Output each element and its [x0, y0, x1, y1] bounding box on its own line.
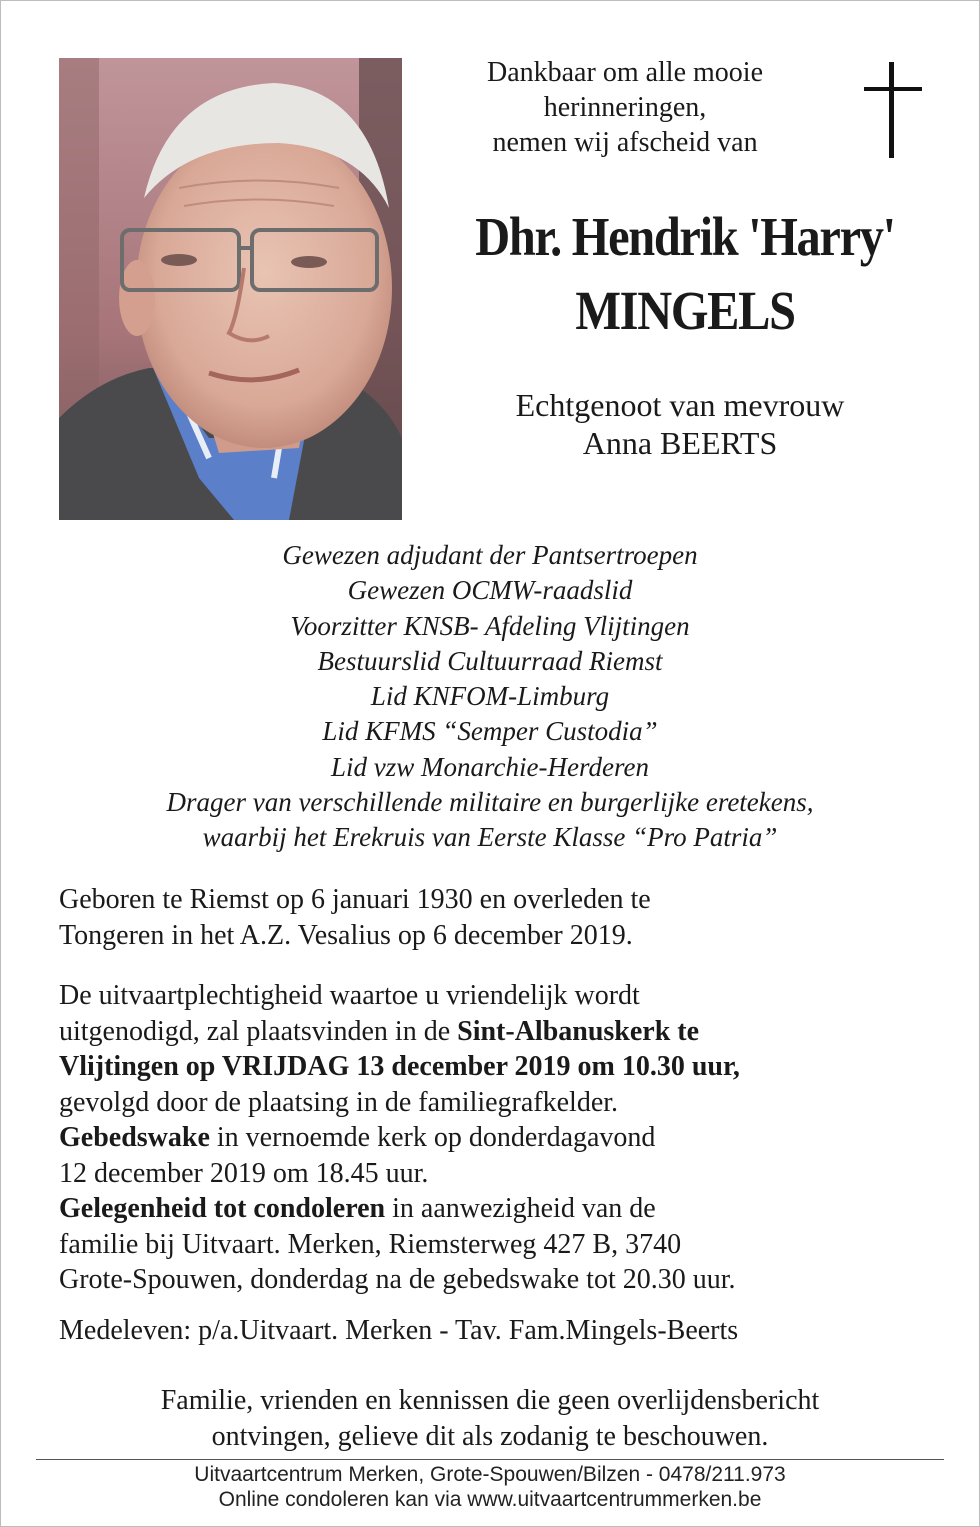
- ceremony-line: Grote-Spouwen, donderdag na de gebedswake tot 20.30 uur.: [59, 1264, 736, 1295]
- ceremony-line: [59, 1049, 939, 1085]
- title-item: Lid KFMS “Semper Custodia”: [322, 716, 658, 747]
- title-item: Drager van verschillende militaire en burgerlijke eretekens,: [166, 787, 814, 818]
- title-item: Lid KNFOM-Limburg: [370, 681, 610, 712]
- portrait-photo: [59, 58, 402, 520]
- closing-line-2: ontvingen, gelieve dit als zodanig te beschouwen.: [211, 1421, 769, 1452]
- intro-line-2: herinneringen,: [543, 92, 707, 123]
- condolence-address: [59, 1313, 939, 1349]
- portrait-illustration: [59, 58, 402, 520]
- title-item: Lid vzw Monarchie-Herderen: [331, 751, 649, 782]
- closing-line-1: Familie, vrienden en kennissen die geen overlijdensbericht: [160, 1385, 820, 1416]
- ceremony-text: in vernoemde kerk op donderdagavond: [209, 1122, 656, 1153]
- ceremony-date-time: Vlijtingen op VRIJDAG 13 december 2019 om 10.30 uur,: [59, 1051, 740, 1082]
- ceremony-line: [59, 1014, 939, 1050]
- title-item: waarbij het Erekruis van Eerste Klasse “Pro Patria”: [202, 822, 778, 853]
- birth-death-paragraph: [59, 882, 939, 953]
- ceremony-text: in aanwezigheid van de: [385, 1193, 656, 1224]
- spouse-line-1: Echtgenoot van mevrouw: [515, 387, 845, 423]
- deceased-surname: MINGELS: [575, 280, 795, 341]
- spouse-text: [420, 386, 940, 462]
- footer: [40, 1462, 940, 1512]
- birth-line-1: Geboren te Riemst op 6 januari 1930 en overleden te: [59, 884, 651, 915]
- church-name: Sint-Albanuskerk te: [457, 1015, 700, 1047]
- ceremony-line: gevolgd door de plaatsing in de familiegrafkelder.: [59, 1086, 619, 1118]
- footer-divider: [36, 1459, 944, 1460]
- footer-website: Online condoleren kan via www.uitvaartcentrummerken.be: [218, 1488, 762, 1511]
- title-item: Gewezen adjudant der Pantsertroepen: [282, 540, 698, 570]
- titles-list: [60, 538, 920, 856]
- ceremony-line: [59, 1191, 939, 1227]
- intro-line-1: Dankbaar om alle mooie: [486, 57, 763, 88]
- ceremony-line: De uitvaartplechtigheid waartoe u vriendelijk wordt: [59, 980, 640, 1011]
- title-item: Voorzitter KNSB- Afdeling Vlijtingen: [290, 610, 690, 641]
- ceremony-paragraph: [59, 978, 939, 1298]
- ceremony-line: 12 december 2019 om 18.45 uur.: [59, 1157, 429, 1189]
- spouse-name: Anna BEERTS: [582, 425, 778, 461]
- ceremony-line: familie bij Uitvaart. Merken, Riemsterweg 427 B, 3740: [59, 1228, 682, 1260]
- deceased-name-line-1: Dhr. Hendrik 'Harry': [475, 206, 895, 267]
- closing-note: [40, 1383, 940, 1455]
- latin-cross-icon: [864, 62, 922, 158]
- condolence-address-line: Medeleven: p/a.Uitvaart. Merken - Tav. Fam.Mingels-Beerts: [59, 1315, 739, 1346]
- intro-text: [430, 55, 820, 160]
- ceremony-line: [59, 1120, 939, 1156]
- deceased-name: [434, 200, 936, 348]
- condolence-label: Gelegenheid tot condoleren: [59, 1193, 386, 1224]
- ceremony-text: uitgenodigd, zal plaatsvinden in de: [59, 1015, 458, 1047]
- intro-line-3: nemen wij afscheid van: [492, 127, 758, 158]
- birth-line-2: Tongeren in het A.Z. Vesalius op 6 december 2019.: [59, 919, 633, 951]
- footer-contact: Uitvaartcentrum Merken, Grote-Spouwen/Bilzen - 0478/211.973: [194, 1463, 786, 1486]
- title-item: Gewezen OCMW-raadslid: [347, 575, 633, 606]
- title-item: Bestuurslid Cultuurraad Riemst: [317, 645, 663, 676]
- prayer-vigil-label: Gebedswake: [59, 1122, 210, 1153]
